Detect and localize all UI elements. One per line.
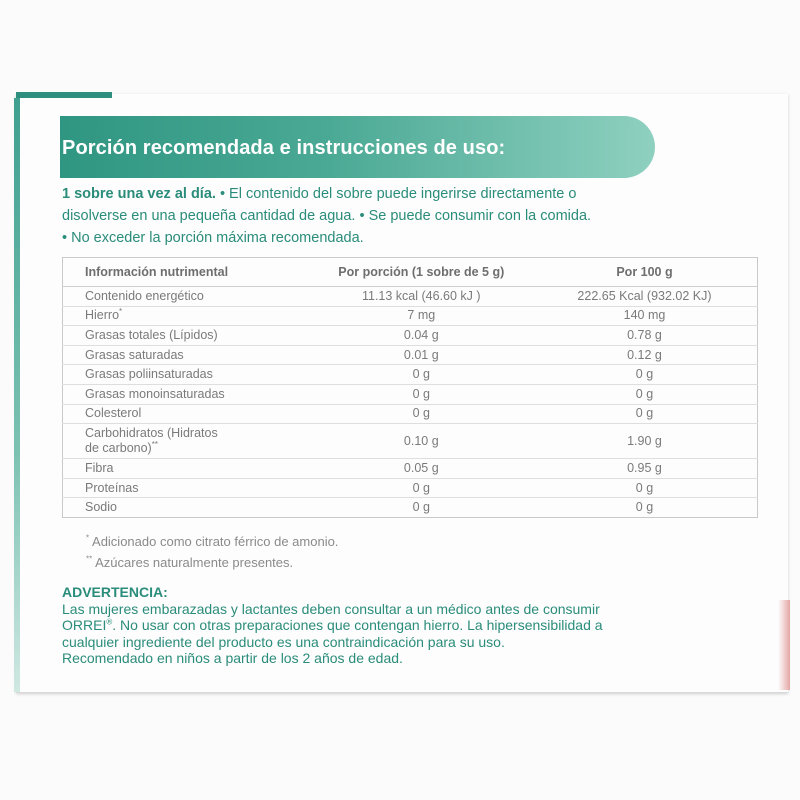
per-serving-value: 0.05 g [311, 459, 532, 479]
package-side-edge [14, 98, 20, 692]
footnote-2 [86, 552, 338, 573]
footnote-marker: ** [151, 440, 158, 449]
nutrient-name [63, 424, 311, 459]
header-nutrient: Información nutrimental [63, 258, 311, 287]
nutrient-label-line-1: Carbohidratos (Hidratos [85, 426, 218, 441]
per-100g-value: 222.65 Kcal (932.02 KJ) [532, 287, 758, 307]
nutrient-label: Hierro [85, 308, 120, 323]
warning-section [62, 584, 762, 667]
footnote-text: Azúcares naturalmente presentes. [92, 555, 294, 570]
warning-line-2-rest: . No usar con otras preparaciones que contengan hierro. La hipersensibilidad a [112, 617, 603, 633]
instructions-line-2: disolverse en una pequeña cantidad de agua. • Se puede consumir con la comida. [62, 208, 592, 224]
nutrient-label-line-2 [85, 441, 311, 456]
per-serving-value: 0.01 g [311, 345, 532, 365]
instructions-line-3: • No exceder la porción máxima recomendada. [62, 230, 364, 246]
per-serving-value: 7 mg [311, 306, 532, 326]
per-100g-value: 0 g [532, 404, 758, 424]
warning-line-3: cualquier ingrediente del producto es una contraindicación para su uso. [62, 633, 505, 650]
per-serving-value: 0 g [311, 404, 532, 424]
per-100g-value: 0.78 g [532, 326, 758, 346]
per-100g-value: 0.12 g [532, 345, 758, 365]
table-row [63, 459, 758, 479]
usage-instructions [62, 183, 752, 249]
nutrient-name: Contenido energético [63, 287, 311, 307]
table-header-row [63, 258, 758, 287]
footnote-marker: ** [86, 554, 93, 564]
registered-mark: ® [106, 617, 113, 627]
brand-name: ORREI [62, 617, 107, 633]
per-serving-value: 0 g [311, 478, 532, 498]
nutrition-table [62, 257, 758, 518]
table-row [63, 498, 758, 518]
section-title: Porción recomendada e instrucciones de uso: [62, 137, 506, 159]
table-row [63, 404, 758, 424]
footnote-1 [86, 531, 338, 552]
table-row [63, 424, 758, 459]
nutrient-name: Proteínas [63, 478, 311, 498]
nutrient-name: Grasas saturadas [63, 345, 311, 365]
instructions-line-1 [62, 183, 752, 205]
instructions-line-1-rest: • El contenido del sobre puede ingerirse directamente o [215, 186, 577, 202]
table-row [63, 478, 758, 498]
warning-line-4: Recomendado en niños a partir de los 2 años de edad. [62, 650, 403, 666]
table-row [63, 365, 758, 385]
nutrient-name: Grasas poliinsaturadas [63, 365, 311, 385]
footnote-text: Adicionado como citrato férrico de amonio. [89, 534, 339, 549]
per-100g-value: 0 g [532, 384, 758, 404]
nutrient-name: Grasas monoinsaturadas [63, 384, 311, 404]
per-100g-value: 140 mg [532, 306, 758, 326]
package-edge-tint [778, 600, 790, 690]
per-serving-value: 0.10 g [311, 424, 532, 459]
warning-title: ADVERTENCIA: [62, 584, 168, 600]
footnotes [86, 531, 338, 573]
per-serving-value: 0.04 g [311, 326, 532, 346]
nutrient-name: Grasas totales (Lípidos) [63, 326, 311, 346]
table-row [63, 345, 758, 365]
per-100g-value: 0.95 g [532, 459, 758, 479]
per-100g-value: 1.90 g [532, 424, 758, 459]
nutrient-label-line-2-text: de carbono) [85, 441, 152, 456]
header-per-100g: Por 100 g [532, 258, 758, 287]
warning-line-1: Las mujeres embarazadas y lactantes deben consultar a un médico antes de consumir [62, 600, 600, 617]
header-per-serving: Por porción (1 sobre de 5 g) [311, 258, 532, 287]
per-serving-value: 0 g [311, 365, 532, 385]
per-100g-value: 0 g [532, 365, 758, 385]
table-row [63, 384, 758, 404]
footnote-marker: * [119, 307, 123, 317]
per-serving-value: 11.13 kcal (46.60 kJ ) [311, 287, 532, 307]
nutrient-name: Fibra [63, 459, 311, 479]
nutrient-name [63, 306, 311, 326]
warning-line-2 [62, 617, 762, 634]
footnote-marker: * [86, 533, 90, 543]
per-serving-value: 0 g [412, 500, 430, 515]
table-row [63, 326, 758, 346]
per-100g-value: 0 g [635, 500, 654, 515]
nutrient-name: Colesterol [63, 404, 311, 424]
per-100g-value: 0 g [532, 478, 758, 498]
package-corner-stripe [16, 92, 112, 98]
nutrient-name: Sodio [85, 500, 117, 515]
dosage-lead: 1 sobre una vez al día. [62, 186, 216, 202]
per-serving-value: 0 g [311, 384, 532, 404]
table-row [63, 287, 758, 307]
table-row [63, 306, 758, 326]
